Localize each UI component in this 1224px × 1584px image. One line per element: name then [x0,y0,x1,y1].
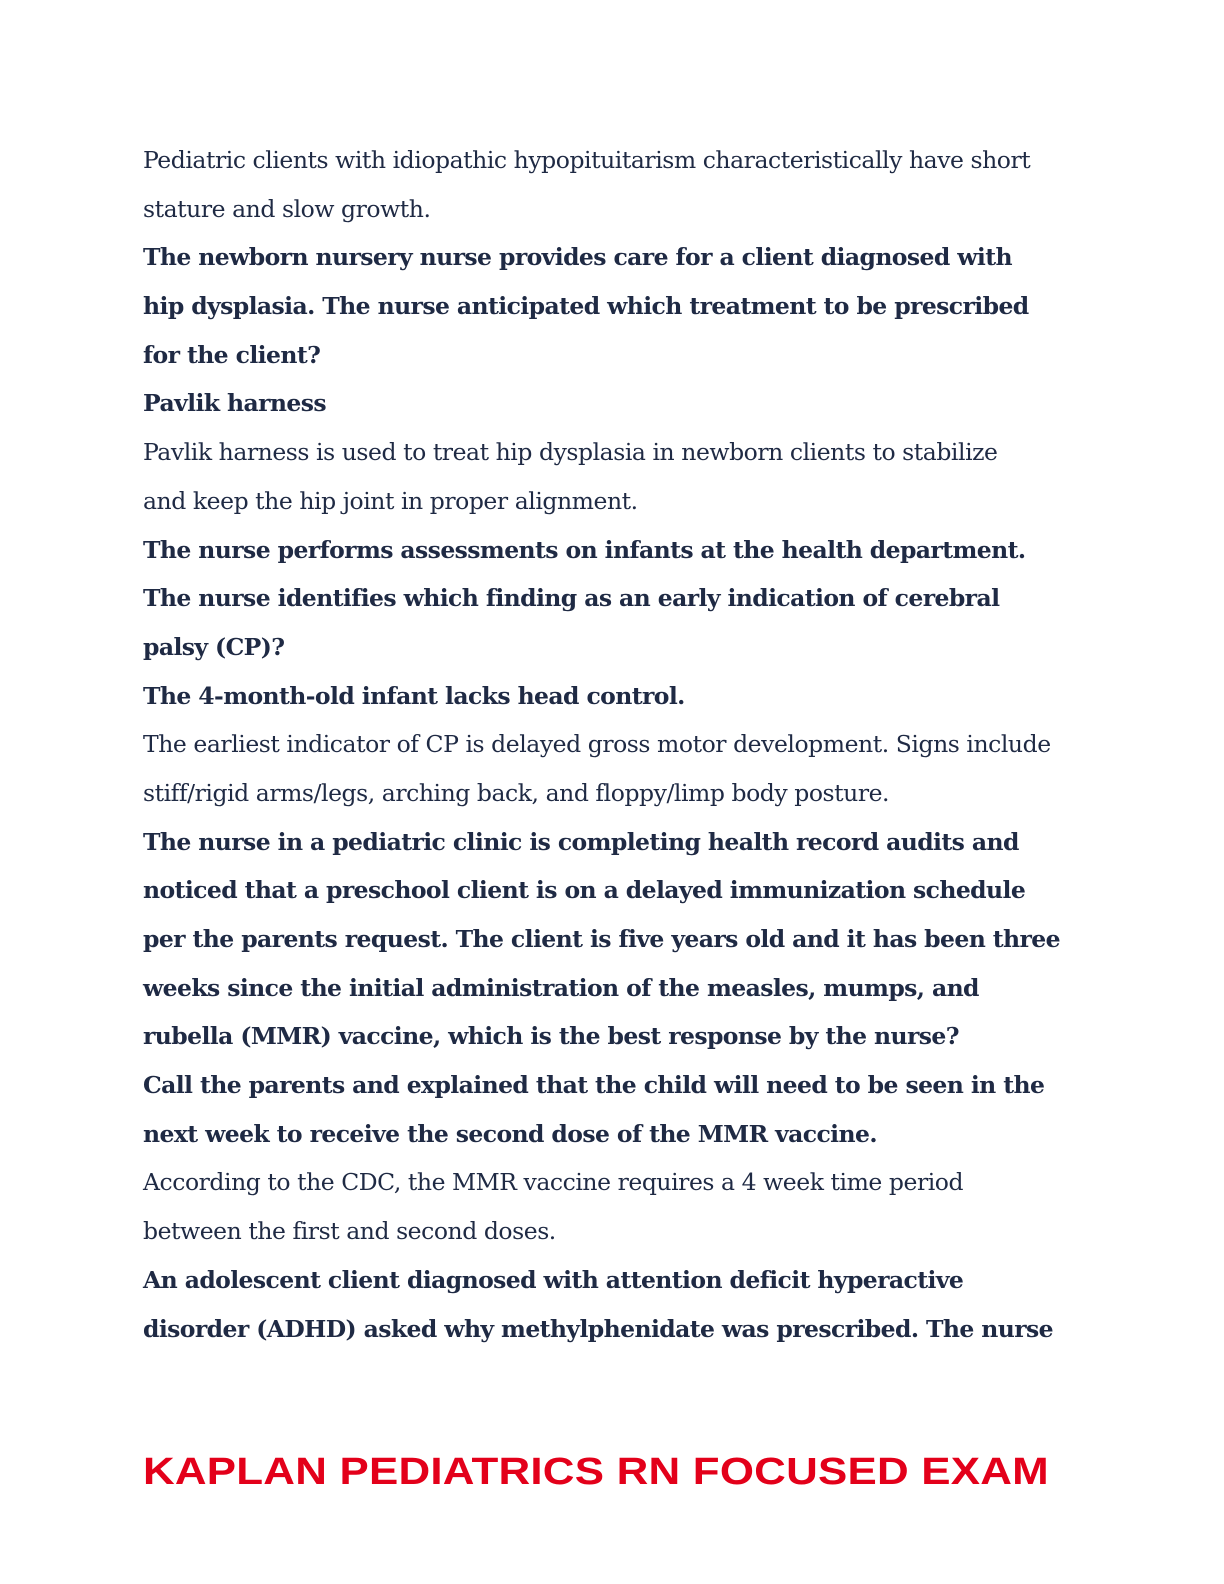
text-line: per the parents request. The client is five years old and it has been three [143,925,1060,953]
question-paragraph [143,1256,1083,1353]
text-line: Call the parents and explained that the child will need to be seen in the [143,1071,1045,1100]
text-line: palsy (CP)? [143,632,285,661]
text-line: According to the CDC, the MMR vaccine requires a 4 week time period [143,1168,964,1197]
text-line: The 4-month-old infant lacks head control. [143,681,685,710]
explanation-paragraph [143,428,1083,525]
text-line: rubella (MMR) vaccine, which is the best response by the nurse? [143,1022,959,1051]
text-line: The newborn nursery nurse provides care for a client diagnosed with [143,243,1012,272]
text-line: noticed that a preschool client is on a delayed immunization schedule [143,876,1026,905]
text-line: next week to receive the second dose of the MMR vaccine. [143,1119,877,1148]
text-line: stiff/rigid arms/legs, arching back, and floppy/limp body posture. [143,778,890,807]
answer-paragraph [143,1061,1083,1158]
text-line: The nurse in a pediatric clinic is completing health record audits and [143,827,1019,856]
text-line: Pavlik harness [143,389,327,418]
text-line: for the client? [143,340,321,369]
explanation-paragraph [143,136,1083,233]
answer-paragraph [143,672,1083,721]
text-line: An adolescent client diagnosed with attention deficit hyperactive [143,1265,964,1294]
explanation-paragraph [143,1158,1083,1255]
text-line: Pavlik harness is used to treat hip dysplasia in newborn clients to stabilize [143,438,998,467]
text-line: The earliest indicator of CP is delayed gross motor development. Signs include [143,730,1051,759]
text-line: stature and slow growth. [143,194,431,223]
document-body [143,136,1083,1353]
text-line: hip dysplasia. The nurse anticipated which treatment to be prescribed [143,292,1029,321]
text-line: and keep the hip joint in proper alignment. [143,486,638,515]
question-paragraph [143,233,1083,379]
text-line: Pediatric clients with idiopathic hypopituitarism characteristically have short [143,146,1031,174]
answer-paragraph [143,379,1083,428]
question-paragraph [143,818,1083,1061]
text-line: weeks since the initial administration of the measles, mumps, and [143,973,979,1002]
explanation-paragraph [143,720,1083,817]
text-line: between the first and second doses. [143,1217,556,1246]
document-footer-title: KAPLAN PEDIATRICS RN FOCUSED EXAM [143,1451,1049,1493]
text-line: disorder (ADHD) asked why methylphenidate was prescribed. The nurse [143,1314,1054,1343]
question-paragraph [143,526,1083,672]
text-line: The nurse identifies which finding as an early indication of cerebral [143,584,1000,613]
text-line: The nurse performs assessments on infants at the health department. [143,535,1026,564]
